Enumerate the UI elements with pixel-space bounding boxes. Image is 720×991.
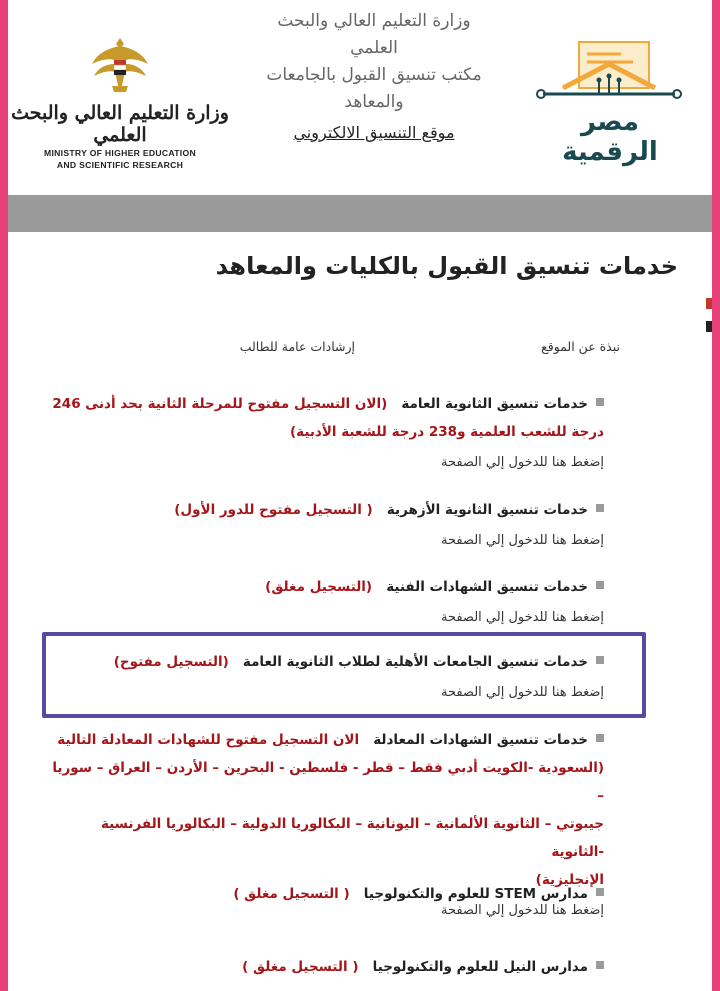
service-title: خدمات تنسيق الشهادات الفنية bbox=[386, 579, 588, 595]
service-status-continued: جيبوتي – الثانوية الألمانية – اليونانية – البكالوريا الدولية – البكالوريا الفرنسية -الثانوية bbox=[100, 816, 604, 860]
service-status: ( التسجيل مفتوح للدور الأول) bbox=[174, 502, 373, 518]
ministry-logo[interactable] bbox=[10, 34, 230, 170]
page-frame bbox=[8, 0, 712, 991]
square-bullet-icon bbox=[596, 961, 604, 969]
enter-page-link[interactable]: إضغط هنا للدخول إلي الصفحة bbox=[440, 685, 604, 700]
center-line-4: والمعاهد bbox=[344, 92, 404, 112]
service-item-azhar bbox=[44, 496, 604, 554]
page-nav bbox=[8, 339, 712, 359]
square-bullet-icon bbox=[596, 398, 604, 406]
square-bullet-icon bbox=[596, 504, 604, 512]
service-item-nile-schools bbox=[44, 953, 604, 981]
ministry-name-english-line1: MINISTRY OF HIGHER EDUCATION bbox=[44, 148, 196, 158]
ministry-name-arabic: وزارة التعليم العالي والبحث العلمي bbox=[11, 102, 229, 146]
service-title: خدمات تنسيق الثانوية الأزهرية bbox=[386, 502, 588, 518]
service-status: (التسجيل مفتوح) bbox=[113, 654, 229, 670]
page-title: خدمات تنسيق القبول بالكليات والمعاهد bbox=[215, 252, 678, 280]
square-bullet-icon bbox=[596, 888, 604, 896]
square-bullet-icon bbox=[596, 581, 604, 589]
service-item-line bbox=[44, 390, 604, 418]
about-site-link[interactable]: نبذة عن الموقع bbox=[541, 339, 620, 354]
center-line-3: مكتب تنسيق القبول بالجامعات bbox=[266, 65, 482, 85]
site-header bbox=[8, 0, 712, 195]
service-item-technical bbox=[44, 573, 604, 631]
flag-edge-icon bbox=[706, 298, 712, 332]
square-bullet-icon bbox=[596, 734, 604, 742]
ministry-name-english-line2: AND SCIENTIFIC RESEARCH bbox=[56, 160, 184, 170]
service-status-continued: (السعودية -الكويت أدبي فقط – قطر - فلسطين - البحرين – الأردن – العراق – سوريا – bbox=[52, 760, 604, 804]
digital-egypt-logo-text: مصر الرقمية bbox=[562, 107, 658, 167]
header-center-text bbox=[240, 8, 508, 144]
center-line-2: العلمي bbox=[350, 38, 398, 58]
square-bullet-icon bbox=[596, 656, 604, 664]
center-line-1: وزارة التعليم العالي والبحث bbox=[277, 11, 471, 31]
service-item-line bbox=[44, 880, 604, 908]
service-title: خدمات تنسيق الجامعات الأهلية لطلاب الثانوية العامة bbox=[242, 654, 588, 670]
service-status: ( التسجيل مغلق ) bbox=[242, 959, 359, 975]
service-title: مدارس النيل للعلوم والتكنولوجيا bbox=[372, 959, 588, 975]
service-item-line bbox=[44, 573, 604, 601]
service-status-continued: درجة للشعب العلمية و238 درجة للشعبة الأدبية) bbox=[289, 424, 604, 440]
service-status: (التسجيل مغلق) bbox=[265, 579, 373, 595]
service-item-line bbox=[44, 648, 604, 676]
site-link[interactable]: موقع التنسيق الالكتروني bbox=[293, 123, 455, 142]
egypt-eagle-emblem-icon bbox=[90, 34, 150, 98]
service-item-private-universities bbox=[44, 648, 604, 706]
service-item-line bbox=[44, 496, 604, 524]
service-title: خدمات تنسيق الشهادات المعادلة bbox=[373, 732, 588, 748]
service-item-general-secondary bbox=[44, 390, 604, 476]
service-status-continued: الإنجليزية) bbox=[535, 872, 604, 888]
enter-page-link[interactable]: إضغط هنا للدخول إلي الصفحة bbox=[440, 610, 604, 625]
header-grey-bar bbox=[8, 195, 712, 232]
enter-page-link[interactable]: إضغط هنا للدخول إلي الصفحة bbox=[440, 533, 604, 548]
service-status: ( التسجيل مغلق ) bbox=[233, 886, 350, 902]
service-item-line bbox=[44, 953, 604, 981]
service-title: خدمات تنسيق الثانوية العامة bbox=[401, 396, 588, 412]
service-title: مدارس STEM للعلوم والتكنولوجيا bbox=[363, 886, 588, 902]
service-item-line bbox=[44, 726, 604, 754]
service-status: الان التسجيل مفتوح للشهادات المعادلة التالية bbox=[57, 732, 360, 748]
student-guidance-link[interactable]: إرشادات عامة للطالب bbox=[239, 339, 355, 354]
service-status: (الان التسجيل مفتوح للمرحلة الثانية بحد أدنى 246 bbox=[52, 396, 388, 412]
enter-page-link[interactable]: إضغط هنا للدخول إلي الصفحة bbox=[440, 455, 604, 470]
enter-page-link[interactable]: إضغط هنا للدخول إلي الصفحة bbox=[440, 903, 604, 918]
service-item-stem bbox=[44, 880, 604, 908]
